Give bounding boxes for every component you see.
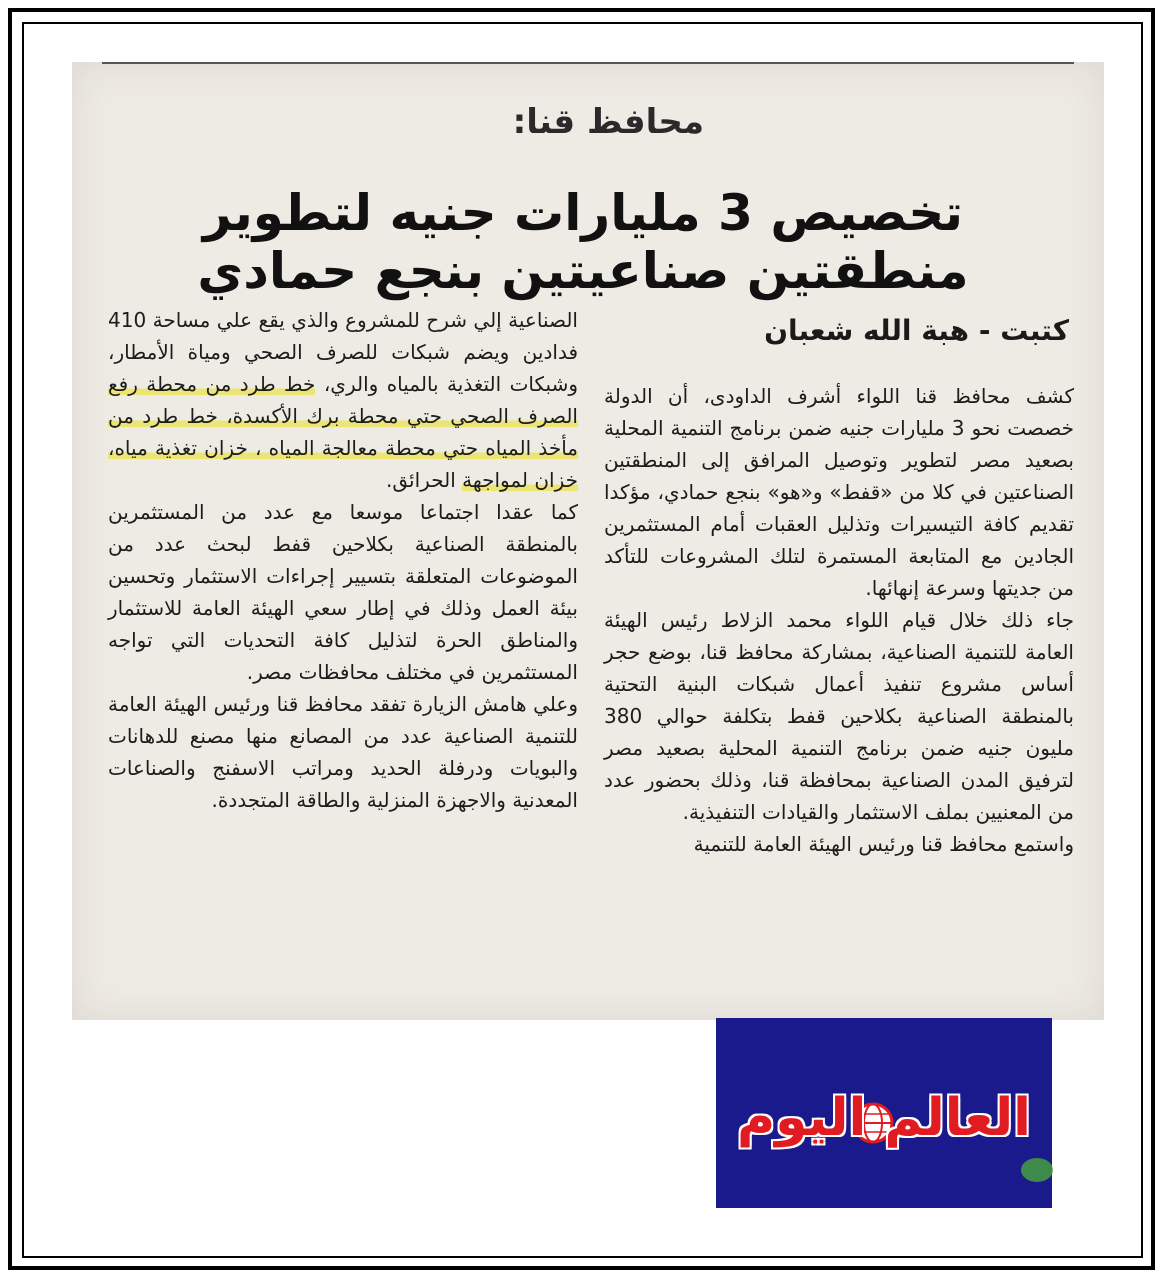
right-paragraph-2: جاء ذلك خلال قيام اللواء محمد الزلاط رئيس الهيئة العامة للتنمية الصناعية، بمشاركة محافظ قنا، بوضع حجر أساس مشروع تنفيذ أعمال شبكات البنية التحتية بالمنطقة الصناعية بكلاحين قفط بتكلفة حوالي 380 مليون جنيه ضمن برنامج التنمية المحلية بصعيد مصر لترفيق المدن الصناعية بمحافظة قنا، وذلك بحضور عدد من المعنيين بملف الاستثمار والقيادات التنفيذية. <box>604 608 1074 824</box>
right-paragraph-3: واستمع محافظ قنا ورئيس الهيئة العامة للتنمية <box>693 832 1074 856</box>
left-paragraph-3: وعلي هامش الزيارة تفقد محافظ قنا ورئيس الهيئة العامة للتنمية الصناعية عدد من المصانع منها مصنع للدهانات والبويات ودرفلة الحديد ومراتب الاسفنج والصناعات المعدنية والاجهزة المنزلية والطاقة المتجددة. <box>108 692 578 812</box>
article-kicker: محافظ قنا: <box>512 102 704 142</box>
right-paragraph-1: كشف محافظ قنا اللواء أشرف الداودى، أن الدولة خصصت نحو 3 مليارات جنيه ضمن برنامج التنمية المحلية بصعيد مصر لتطوير وتوصيل المرافق إلى المنطقتين الصناعتين في كلا من «قفط» و«هو» بنجع حمادي، مؤكدا تقديم كافة التيسيرات وتذليل العقبات أمام المستثمرين الجادين مع المتابعة المستمرة لتلك المشروعات للتأكد من جديتها وسرعة إنهائها. <box>604 384 1074 600</box>
article-right-column <box>604 380 1074 860</box>
left-paragraph-1-end: الحرائق. <box>386 468 463 492</box>
highlighted-text: خط طرد من محطة رفع الصرف الصحي حتي محطة برك الأكسدة، خط طرد من مأخذ المياه حتي محطة معالجة المياه ، خزان تغذية مياه، خزان لمواجهة <box>108 372 578 492</box>
logo-text: العالم اليوم <box>737 1088 1031 1148</box>
left-paragraph-1 <box>108 304 578 496</box>
top-rule <box>102 62 1074 64</box>
left-paragraph-2: كما عقدا اجتماعا موسعا مع عدد من المستثمرين بالمنطقة الصناعية بكلاحين قفط لبحث عدد من الموضوعات المتعلقة بتسيير إجراءات الاستثمار وتحسين بيئة العمل وذلك في إطار سعي الهيئة العامة للاستثمار والمناطق الحرة لتذليل كافة التحديات التي تواجه المستثمرين في مختلف محافظات مصر. <box>108 500 578 684</box>
article-byline: كتبت - هبة الله شعبان <box>764 314 1069 347</box>
article-headline: تخصيص 3 مليارات جنيه لتطوير منطقتين صناعيتين بنجع حمادي <box>197 184 969 300</box>
left-paragraph-1-text: الصناعية إلي شرح للمشروع والذي يقع علي مساحة 410 فدادين ويضم شبكات للصرف الصحي ومياة الأمطار، وشبكات التغذية بالمياه والري، <box>108 308 578 396</box>
newspaper-clipping <box>72 62 1104 1020</box>
site-logo <box>716 1018 1052 1208</box>
article-left-column <box>108 304 578 816</box>
logo-accent <box>1021 1158 1053 1182</box>
